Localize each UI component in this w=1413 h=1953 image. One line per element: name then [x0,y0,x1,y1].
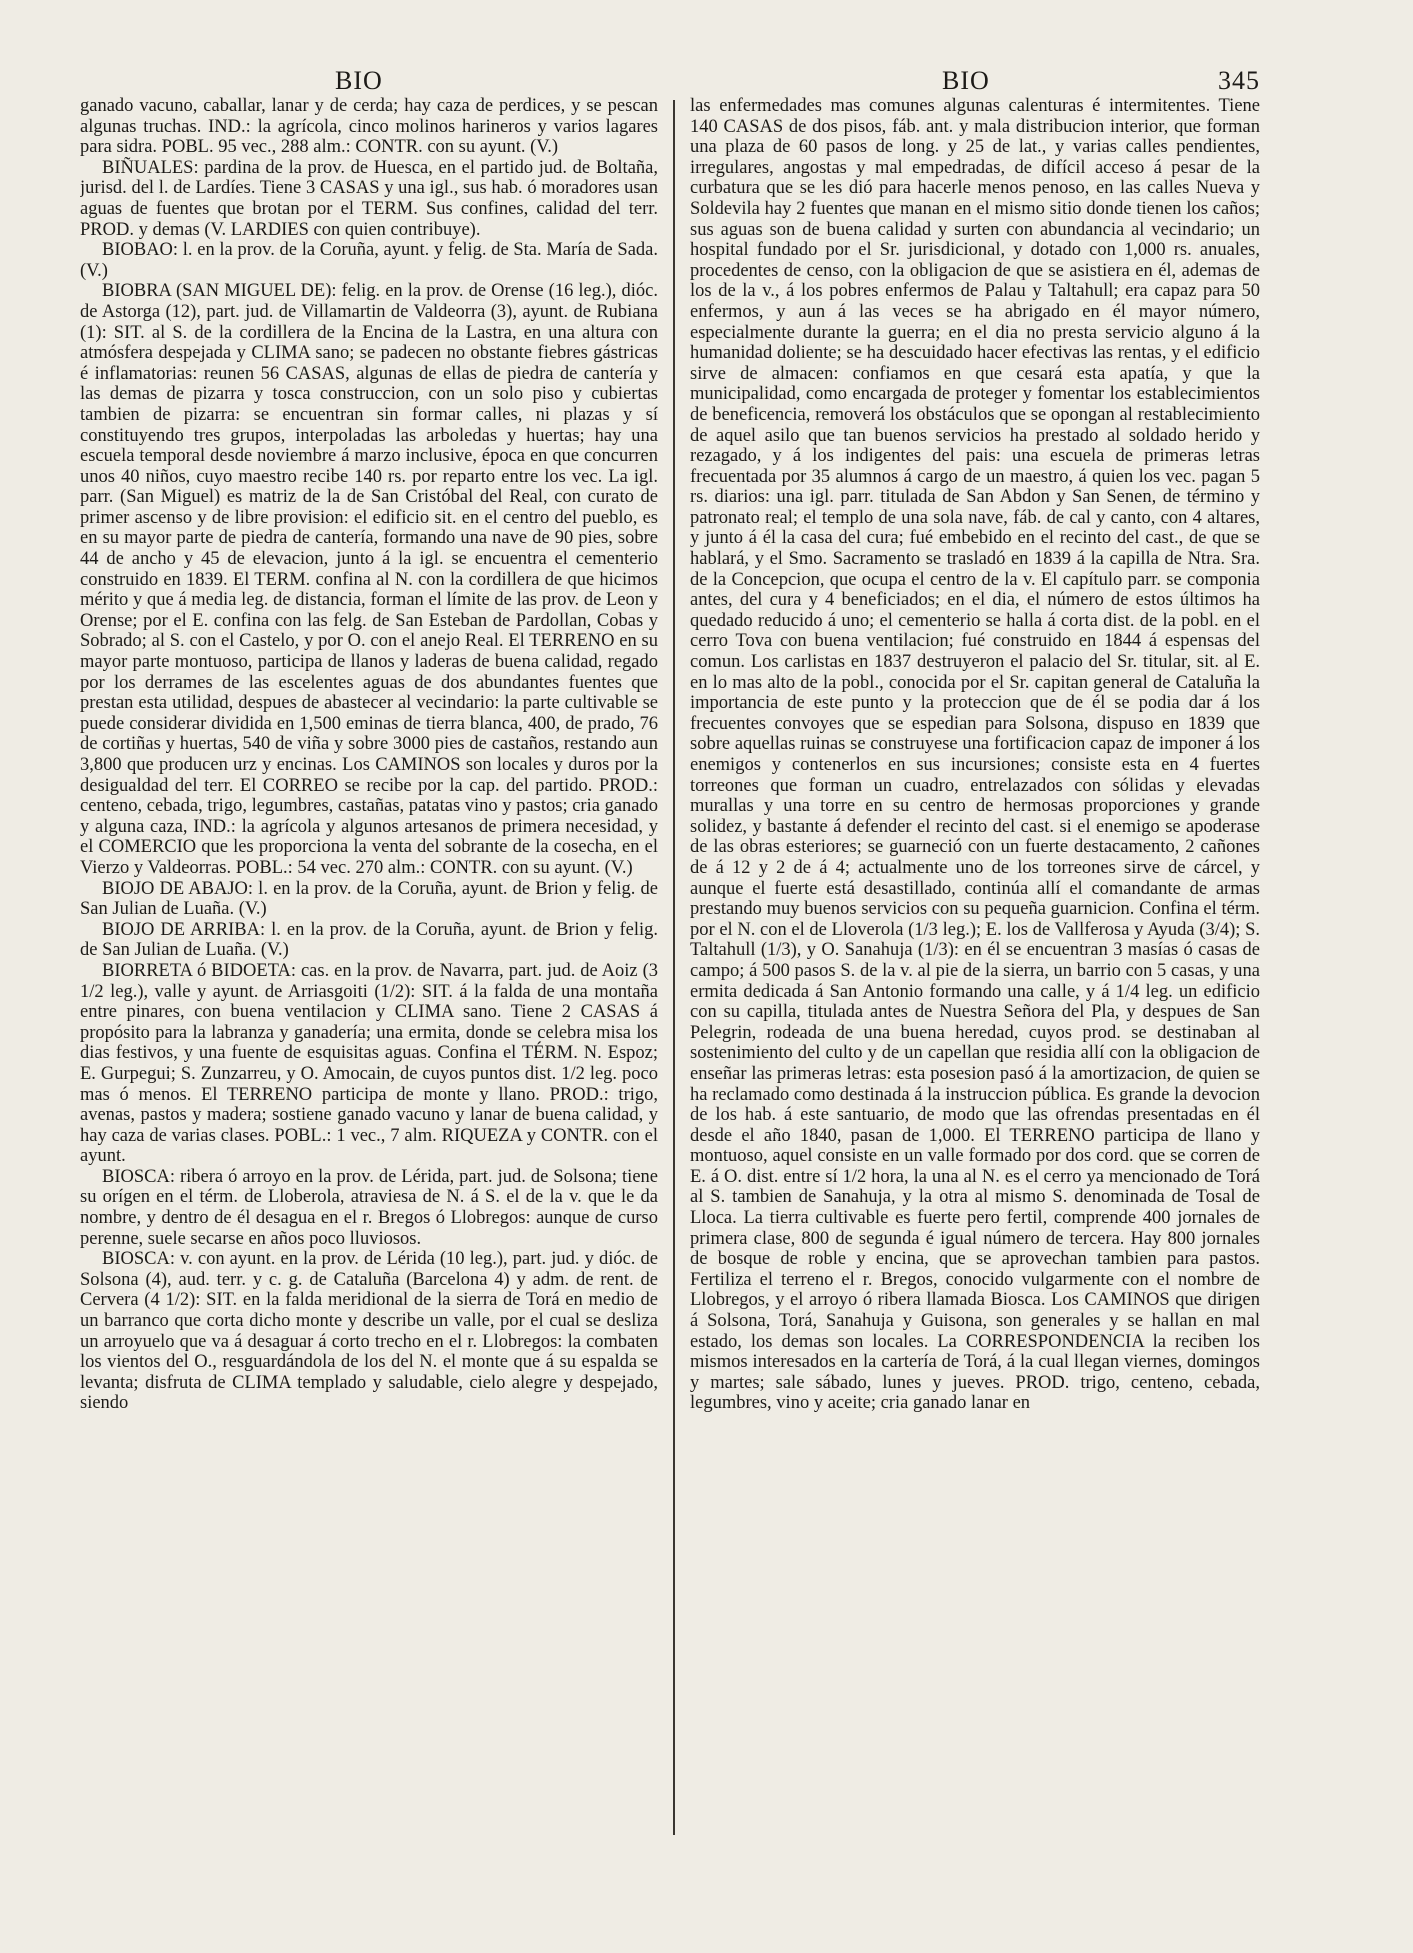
page-number: 345 [1218,66,1260,95]
right-column [690,96,1260,1936]
entry-paragraph: BIOSCA: v. con ayunt. en la prov. de Lérida (10 leg.), part. jud. y dióc. de Solsona (4), aud. terr. y c. g. de Cataluña (Barcelona 4) y adm. de rent. de Cervera (4 1/2): SIT. en la falda meridional de la sierra de Torá en medio de un barranco que corta dicho monte y describe un valle, por el cual se desliza un arroyuelo que va á desaguar á corto trecho en el r. Llobregos: la combaten los vientos del O., resguardándola de los del N. el monte que á su espalda se levanta; disfruta de CLIMA templado y saludable, cielo alegre y despejado, siendo [80,1249,658,1414]
running-head-right: BIO [942,66,990,95]
entry-paragraph: BIÑUALES: pardina de la prov. de Huesca, en el partido jud. de Boltaña, jurisd. del l. de Lardíes. Tiene 3 CASAS y una igl., sus hab. ó moradores usan aguas de fuentes que brotan por el TERM. Sus confines, calidad del terr. PROD. y demas (V. LARDIES con quien contribuye). [80,157,658,240]
running-head-left: BIO [335,66,383,95]
column-divider [673,100,675,1835]
entry-paragraph: las enfermedades mas comunes algunas calenturas é intermitentes. Tiene 140 CASAS de dos pisos, fáb. ant. y mala distribucion interior, que forman una plaza de 60 pasos de long. y 25 de lat., y varias calles pendientes, irregulares, angostas y mal empedradas, de difícil acceso á pesar de la curbatura que se les dió para hacerle menos penoso, en las calles Nueva y Soldevila hay 2 fuentes que manan en el mismo sitio donde tienen los caños; sus aguas son de buena calidad y surten con abundancia al vecindario; un hospital fundado por el Sr. jurisdicional, y dotado con 1,000 rs. anuales, procedentes de censo, con la obligacion de que se asistiera en él, ademas de los de la v., á los pobres enfermos de Palau y Taltahull; era capaz para 50 enfermos, y aun á las veces se ha abrigado en él mayor número, especialmente durante la guerra; en el dia no presta servicio alguno á la humanidad doliente; se ha descuidado hacer efectivas las rentas, y el edificio sirve de almacen: confiamos en que cesará esta apatía, y que la municipalidad, como encargada de proteger y fomentar los establecimientos de beneficencia, removerá los obstáculos que se opongan al restablecimiento de aquel asilo que tan buenos servicios ha prestado al soldado herido y rezagado, y á los indigentes del pais: una escuela de primeras letras frecuentada por 35 alumnos á cargo de un maestro, á quien los vec. pagan 5 rs. diarios: una igl. parr. titulada de San Abdon y San Senen, de término y patronato real; el templo de una sola nave, fáb. de cal y canto, con 4 altares, y junto á él la casa del cura; fué embebido en el recinto del cast., de que se hablará, y el Smo. Sacramento se trasladó en 1839 á la capilla de Ntra. Sra. de la Concepcion, que ocupa el centro de la v. El capítulo parr. se componia antes, del cura y 4 beneficiados; en el dia, el número de estos últimos ha quedado reducido á uno; el cementerio se halla á corta dist. de la pobl. en el cerro Tova con buena ventilacion; fué construido en 1844 á espensas del comun. Los carlistas en 1837 destruyeron el palacio del Sr. titular, sit. al E. en lo mas alto de la pobl., conocida por el Sr. capitan general de Cataluña la importancia de este punto y la proteccion que de él se podia dar á los frecuentes convoyes que se espedian para Solsona, dispuso en 1839 que sobre aquellas ruinas se construyese una fortificacion capaz de imponer á los enemigos y contenerlos en sus incursiones; consiste esta en 4 fuertes torreones que forman un cuadro, entrelazados con sólidas y elevadas murallas y una torre en su centro de hermosas proporciones y grande solidez, y bastante á defender el recinto del cast. si el enemigo se apoderase de las obras esteriores; se guarneció con un fuerte destacamento, 2 cañones de á 12 y 2 de á 4; actualmente uno de los torreones sirve de cárcel, y aunque el fuerte está desastillado, continúa allí el comandante de armas prestando muy buenos servicios con su pequeña guarnicion. Confina el térm. por el N. con el de Lloverola (1/3 leg.); E. los de Vallferosa y Ayuda (3/4); S. Taltahull (1/3), y O. Sanahuja (1/3): en él se encuentran 3 masías ó casas de campo; á 500 pasos S. de la v. al pie de la sierra, un barrio con 5 casas, y una ermita dedicada á San Antonio formando una calle, y á 1/4 leg. un edificio con su capilla, titulada antes de Nuestra Señora del Pla, y despues de San Pelegrin, rodeada de una buena heredad, cuyos prod. se destinaban al sostenimiento del culto y de un capellan que residia allí con la obligacion de enseñar las primeras letras: esta posesion pasó á la amortizacion, de quien se ha reclamado como destinada á la instruccion pública. Es grande la devocion de los hab. á este santuario, de modo que las ofrendas presentadas en él desde el año 1840, pasan de 1,000. El TERRENO participa de llano y montuoso, aquel consiste en un valle formado por dos cord. que se corren de E. á O. dist. entre sí 1/2 hora, la una al N. es el cerro ya mencionado de Torá al S. tambien de Sanahuja, y la otra al mismo S. denominada de Tosal de Lloca. La tierra cultivable es fuerte pero fertil, comprende 400 jornales de primera clase, 800 de segunda é igual número de tercera. Hay 800 jornales de bosque de roble y encina, que se aprovechan tambien para pastos. Fertiliza el terreno el r. Bregos, conocido vulgarmente con el nombre de Llobregos, y el arroyo ó ribera llamada Biosca. Los CAMINOS que dirigen á Solsona, Torá, Sanahuja y Guisona, son generales y se hallan en mal estado, los demas son locales. La CORRESPONDENCIA la reciben los mismos interesados en la cartería de Torá, á la cual llegan viernes, domingos y martes; sale sábado, lunes y jueves. PROD. trigo, centeno, cebada, legumbres, vino y aceite; cria ganado lanar en [690,96,1260,1414]
entry-paragraph: BIOBAO: l. en la prov. de la Coruña, ayunt. y felig. de Sta. María de Sada. (V.) [80,240,658,281]
entry-paragraph: ganado vacuno, caballar, lanar y de cerda; hay caza de perdices, y se pescan algunas truchas. IND.: la agrícola, cinco molinos harineros y varios lagares para sidra. POBL. 95 vec., 288 alm.: CONTR. con su ayunt. (V.) [80,96,658,158]
entry-paragraph: BIOBRA (SAN MIGUEL DE): felig. en la prov. de Orense (16 leg.), dióc. de Astorga (12), part. jud. de Villamartin de Valdeorra (3), ayunt. de Rubiana (1): SIT. al S. de la cordillera de la Encina de la Lastra, en una altura con atmósfera despejada y CLIMA sano; se padecen no obstante fiebres gástricas é inflamatorias: reunen 56 CASAS, algunas de ellas de piedra de cantería y las demas de pizarra y tosca construccion, con un solo piso y cubiertas tambien de pizarra: se encuentran sin formar calles, ni plazas y sí constituyendo tres grupos, interpoladas las arboledas y huertas; hay una escuela temporal desde noviembre á marzo inclusive, época en que concurren unos 40 niños, cuyo maestro recibe 140 rs. por reparto entre los vec. La igl. parr. (San Miguel) es matriz de la de San Cristóbal del Real, con curato de primer ascenso y de libre provision: el edificio sit. en el centro del pueblo, es en su mayor parte de piedra de cantería, formando una nave de 90 pies, sobre 44 de ancho y 45 de elevacion, junto á la igl. se encuentra el cementerio construido en 1839. El TERM. confina al N. con la cordillera de que hicimos mérito y que á media leg. de distancia, forman el límite de las prov. de Leon y Orense; por el E. confina con las felg. de San Esteban de Pardollan, Cobas y Sobrado; al S. con el Castelo, y por O. con el anejo Real. El TERRENO en su mayor parte montuoso, participa de llanos y laderas de buena calidad, regado por los derrames de las escelentes aguas de dos abundantes fuentes que prestan esta utilidad, despues de abastecer al vecindario: la parte cultivable se puede considerar dividida en 1,500 eminas de tierra blanca, 400, de prado, 76 de cortiñas y huertas, 540 de viña y sobre 3000 pies de castaños, restando aun 3,800 que producen urz y encinas. Los CAMINOS son locales y duros por la desigualdad del terr. El CORREO se recibe por la cap. del partido. PROD.: centeno, cebada, trigo, legumbres, castañas, patatas vino y pastos; cria ganado y alguna caza, IND.: la agrícola y algunos artesanos de primera necesidad, y el COMERCIO que les proporciona la venta del sobrante de la cosecha, en el Vierzo y Valdeorras. POBL.: 54 vec. 270 alm.: CONTR. con su ayunt. (V.) [80,281,658,878]
entry-paragraph: BIOJO DE ARRIBA: l. en la prov. de la Coruña, ayunt. de Brion y felig. de San Julian de Luaña. (V.) [80,919,658,961]
left-column [80,96,658,1936]
entry-paragraph: BIORRETA ó BIDOETA: cas. en la prov. de Navarra, part. jud. de Aoiz (3 1/2 leg.), valle y ayunt. de Arriasgoiti (1/2): SIT. á la falda de una montaña entre pinares, con buena ventilacion y CLIMA sano. Tiene 2 CASAS á propósito para la labranza y ganadería; una ermita, donde se celebra misa los dias festivos, y una fuente de esquisitas aguas. Confina el TÉRM. N. Espoz; E. Gurpegui; S. Zunzarreu, y O. Amocain, de cuyos puntos dist. 1/2 leg. poco mas ó menos. El TERRENO participa de monte y llano. PROD.: trigo, avenas, pastos y madera; sostiene ganado vacuno y lanar de buena calidad, y hay caza de varias clases. POBL.: 1 vec., 7 alm. RIQUEZA y CONTR. con el ayunt. [80,960,658,1167]
entry-paragraph: BIOSCA: ribera ó arroyo en la prov. de Lérida, part. jud. de Solsona; tiene su orígen en el térm. de Lloberola, atraviesa de N. á S. el de la v. que le da nombre, y dentro de él desagua en el r. Bregos ó Llobregos: aunque de curso perenne, suele secarse en años poco lluviosos. [80,1166,658,1249]
entry-paragraph: BIOJO DE ABAJO: l. en la prov. de la Coruña, ayunt. de Brion y felig. de San Julian de Luaña. (V.) [80,878,658,920]
